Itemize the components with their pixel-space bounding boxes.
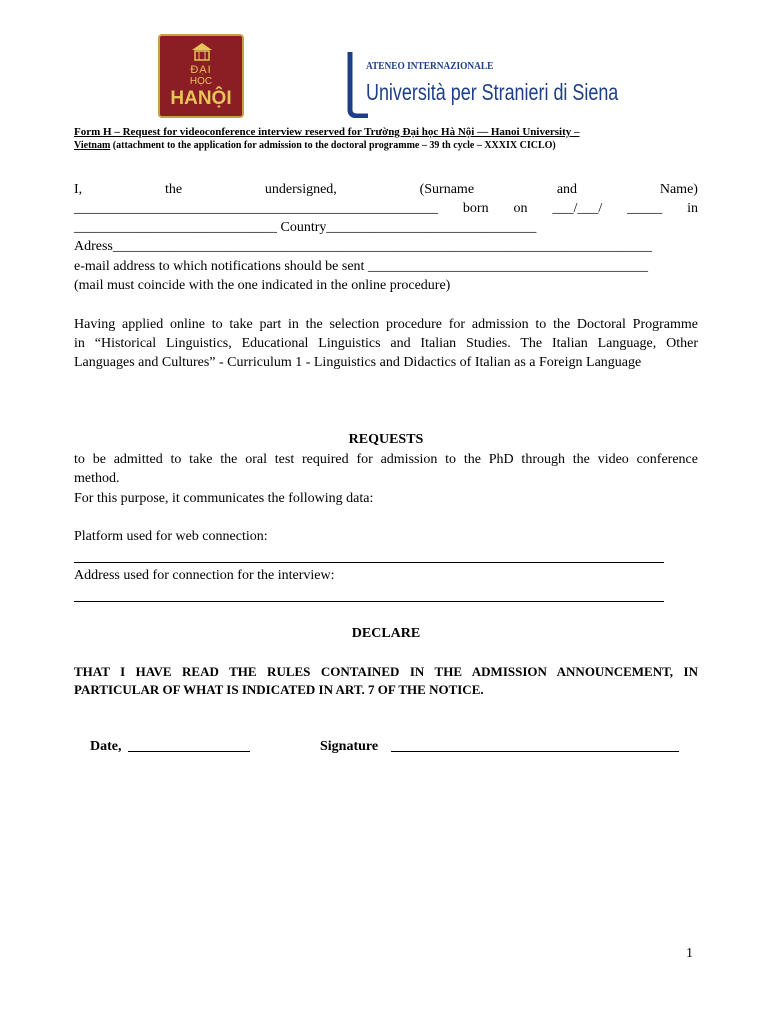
requests-line3: For this purpose, it communicates the following data: xyxy=(74,491,374,506)
word-undersigned: undersigned, xyxy=(264,182,337,197)
name-blank-field[interactable]: ____________________________________________________ xyxy=(74,201,438,216)
siena-logo-line2: Università per Stranieri di Siena xyxy=(366,79,619,105)
page-number: 1 xyxy=(686,946,693,961)
requests-line1: to be admitted to take the oral test required for admission to the PhD through the video conference xyxy=(74,452,698,467)
email-line[interactable]: e-mail address to which notifications should be sent ________________________________________ xyxy=(74,259,648,274)
siena-logo-line1: ATENEO INTERNAZIONALE xyxy=(366,60,494,72)
form-title-part2: Vietnam xyxy=(74,140,111,151)
paragraph-line1: Having applied online to take part in the selection procedure for admission to the Doctoral Programme xyxy=(74,317,698,332)
connection-address-label: Address used for connection for the interview: xyxy=(74,568,335,583)
requests-heading: REQUESTS xyxy=(348,432,424,447)
word-the: the xyxy=(164,182,183,197)
word-in: in xyxy=(687,201,698,216)
temple-emblem-icon xyxy=(190,42,214,62)
form-subtitle xyxy=(74,140,698,151)
undersigned-line xyxy=(74,180,698,199)
declare-line1: THAT I HAVE READ THE RULES CONTAINED IN THE ADMISSION ANNOUNCEMENT, IN xyxy=(74,664,698,679)
date-field[interactable] xyxy=(128,751,250,752)
email-note: (mail must coincide with the one indicated in the online procedure) xyxy=(74,278,451,293)
platform-field[interactable] xyxy=(74,562,664,563)
form-title xyxy=(74,126,698,138)
name-birth-line xyxy=(74,199,698,218)
date-label: Date, xyxy=(90,739,122,754)
connection-address-field[interactable] xyxy=(74,601,664,602)
form-subtitle-text: (attachment to the application for admission to the doctoral programme – 39 th cycle – XXXIX CICLO) xyxy=(110,140,556,151)
paragraph-line3: Languages and Cultures” - Curriculum 1 - Linguistics and Didactics of Italian as a Foreign Language xyxy=(74,355,642,370)
word-born: born xyxy=(462,201,489,216)
siena-logo-bracket-icon xyxy=(344,52,368,118)
signature-field[interactable] xyxy=(391,751,679,752)
paragraph-line2: in “Historical Linguistics, Educational Linguistics and Italian Studies. The Italian Language, Other xyxy=(74,336,698,351)
country-line[interactable]: _____________________________ Country______________________________ xyxy=(74,220,537,235)
logo-text-line2: HỌC xyxy=(189,76,213,87)
word-i: I, xyxy=(74,182,83,197)
address-line[interactable]: Adress_____________________________________________________________________________ xyxy=(74,239,652,254)
word-name: Name) xyxy=(659,182,698,197)
logo-text-line1: ĐẠI xyxy=(190,64,212,76)
hanoi-university-logo xyxy=(158,34,244,118)
word-surname: (Surname xyxy=(419,182,475,197)
word-on: on xyxy=(513,201,528,216)
birth-date-field[interactable]: ___/___/ xyxy=(552,201,603,216)
logo-text-line3: HANỘI xyxy=(170,88,232,109)
declare-heading: DECLARE xyxy=(351,626,421,641)
signature-label: Signature xyxy=(320,739,379,754)
declare-line2: PARTICULAR OF WHAT IS INDICATED IN ART. 7 OF THE NOTICE. xyxy=(74,682,484,697)
form-title-part1: Form H – Request for videoconference interview reserved for Trường Đại học Hà Nội — Hanoi University – xyxy=(74,126,580,138)
birth-place-field[interactable]: _____ xyxy=(627,201,663,216)
platform-label: Platform used for web connection: xyxy=(74,529,268,544)
requests-line2: method. xyxy=(74,471,120,486)
word-and: and xyxy=(556,182,578,197)
